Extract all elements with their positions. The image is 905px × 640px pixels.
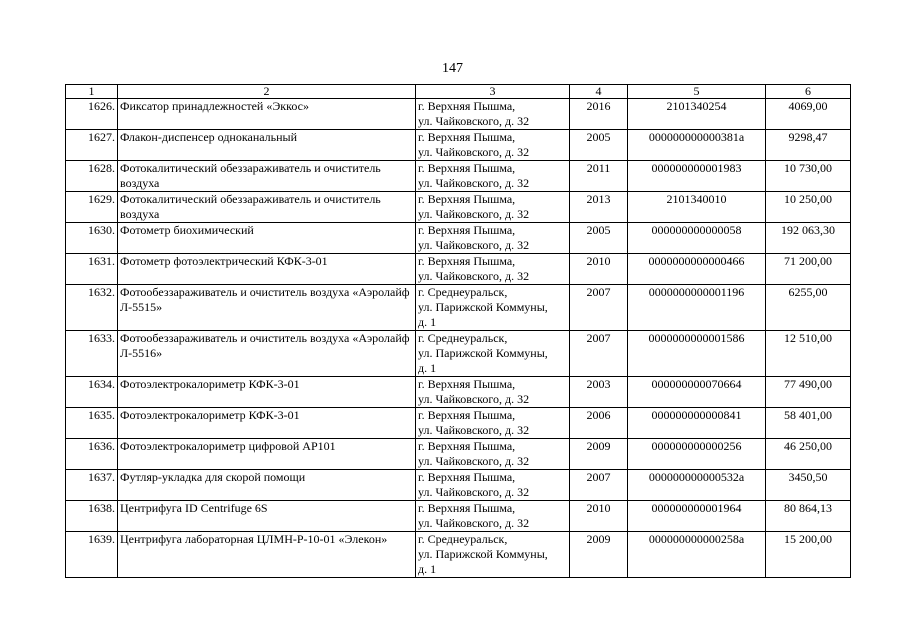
year-cell: 2007 [570, 285, 628, 331]
row-number-cell: 1628. [66, 161, 118, 192]
cost-cell: 77 490,00 [766, 377, 851, 408]
inventory-number-cell: 000000000000058 [628, 223, 766, 254]
address-cell [416, 254, 570, 285]
row-number-cell: 1636. [66, 439, 118, 470]
address-line: г. Среднеуральск, [418, 532, 508, 546]
table-row [66, 161, 851, 192]
address-cell [416, 439, 570, 470]
address-line: г. Верхняя Пышма, [418, 439, 516, 453]
year-cell: 2011 [570, 161, 628, 192]
header-col-3: 3 [416, 85, 570, 99]
item-name-cell: Фотокалитический обеззараживатель и очиститель воздуха [118, 161, 416, 192]
table-row [66, 99, 851, 130]
year-cell: 2010 [570, 501, 628, 532]
inventory-number-cell: 000000000000256 [628, 439, 766, 470]
item-name-cell: Фотометр биохимический [118, 223, 416, 254]
inventory-number-cell: 000000000000258а [628, 532, 766, 578]
cost-cell: 9298,47 [766, 130, 851, 161]
address-line: ул. Чайковского, д. 32 [418, 176, 530, 190]
address-cell [416, 331, 570, 377]
cost-cell: 192 063,30 [766, 223, 851, 254]
table-row [66, 377, 851, 408]
row-number-cell: 1635. [66, 408, 118, 439]
page-number: 147 [442, 61, 463, 76]
cost-cell: 6255,00 [766, 285, 851, 331]
year-cell: 2010 [570, 254, 628, 285]
cost-cell: 80 864,13 [766, 501, 851, 532]
address-line: г. Верхняя Пышма, [418, 408, 516, 422]
year-cell: 2006 [570, 408, 628, 439]
table-row [66, 192, 851, 223]
item-name-cell: Фотоэлектрокалориметр КФК-3-01 [118, 377, 416, 408]
address-cell [416, 223, 570, 254]
address-line: г. Верхняя Пышма, [418, 130, 516, 144]
item-name-cell: Фотоэлектрокалориметр КФК-3-01 [118, 408, 416, 439]
row-number-cell: 1633. [66, 331, 118, 377]
address-cell [416, 470, 570, 501]
address-line: г. Верхняя Пышма, [418, 223, 516, 237]
address-cell [416, 501, 570, 532]
year-cell: 2007 [570, 331, 628, 377]
address-line: ул. Чайковского, д. 32 [418, 423, 530, 437]
registry-table [65, 84, 851, 578]
address-line: г. Верхняя Пышма, [418, 99, 516, 113]
item-name-cell: Фотообеззараживатель и очиститель воздуха «Аэролайф Л-5516» [118, 331, 416, 377]
address-line: ул. Чайковского, д. 32 [418, 207, 530, 221]
header-col-4: 4 [570, 85, 628, 99]
address-line: ул. Чайковского, д. 32 [418, 145, 530, 159]
address-line: ул. Чайковского, д. 32 [418, 269, 530, 283]
cost-cell: 4069,00 [766, 99, 851, 130]
address-line: д. 1 [418, 562, 437, 576]
address-line: ул. Чайковского, д. 32 [418, 392, 530, 406]
table-row [66, 501, 851, 532]
table-row [66, 254, 851, 285]
row-number-cell: 1638. [66, 501, 118, 532]
header-col-2: 2 [118, 85, 416, 99]
address-cell [416, 161, 570, 192]
address-line: ул. Парижской Коммуны, [418, 300, 548, 314]
address-cell [416, 130, 570, 161]
row-number-cell: 1632. [66, 285, 118, 331]
inventory-number-cell: 000000000000532а [628, 470, 766, 501]
row-number-cell: 1626. [66, 99, 118, 130]
year-cell: 2016 [570, 99, 628, 130]
address-line: г. Верхняя Пышма, [418, 501, 516, 515]
cost-cell: 71 200,00 [766, 254, 851, 285]
table-row [66, 439, 851, 470]
table-row [66, 285, 851, 331]
address-line: ул. Чайковского, д. 32 [418, 454, 530, 468]
address-cell [416, 408, 570, 439]
address-line: ул. Парижской Коммуны, [418, 547, 548, 561]
header-col-1: 1 [66, 85, 118, 99]
inventory-number-cell: 0000000000001196 [628, 285, 766, 331]
cost-cell: 3450,50 [766, 470, 851, 501]
row-number-cell: 1631. [66, 254, 118, 285]
table-row [66, 223, 851, 254]
row-number-cell: 1630. [66, 223, 118, 254]
inventory-number-cell: 000000000001983 [628, 161, 766, 192]
item-name-cell: Фотоэлектрокалориметр цифровой АР101 [118, 439, 416, 470]
address-cell [416, 192, 570, 223]
year-cell: 2005 [570, 130, 628, 161]
table-body [66, 99, 851, 578]
item-name-cell: Футляр-укладка для скорой помощи [118, 470, 416, 501]
year-cell: 2009 [570, 532, 628, 578]
table-row [66, 408, 851, 439]
address-line: г. Верхняя Пышма, [418, 470, 516, 484]
header-col-6: 6 [766, 85, 851, 99]
address-line: д. 1 [418, 315, 437, 329]
cost-cell: 10 730,00 [766, 161, 851, 192]
item-name-cell: Фиксатор принадлежностей «Эккос» [118, 99, 416, 130]
cost-cell: 15 200,00 [766, 532, 851, 578]
table-row [66, 470, 851, 501]
address-line: г. Верхняя Пышма, [418, 192, 516, 206]
address-cell [416, 532, 570, 578]
address-line: г. Верхняя Пышма, [418, 377, 516, 391]
cost-cell: 10 250,00 [766, 192, 851, 223]
cost-cell: 46 250,00 [766, 439, 851, 470]
inventory-number-cell: 2101340010 [628, 192, 766, 223]
inventory-number-cell: 000000000000841 [628, 408, 766, 439]
inventory-number-cell: 000000000070664 [628, 377, 766, 408]
address-cell [416, 99, 570, 130]
header-row [66, 85, 851, 99]
inventory-number-cell: 000000000000381а [628, 130, 766, 161]
cost-cell: 12 510,00 [766, 331, 851, 377]
item-name-cell: Флакон-диспенсер одноканальный [118, 130, 416, 161]
address-line: ул. Чайковского, д. 32 [418, 516, 530, 530]
row-number-cell: 1634. [66, 377, 118, 408]
address-line: ул. Чайковского, д. 32 [418, 114, 530, 128]
header-col-5: 5 [628, 85, 766, 99]
address-cell [416, 285, 570, 331]
item-name-cell: Фотометр фотоэлектрический КФК-3-01 [118, 254, 416, 285]
address-line: ул. Чайковского, д. 32 [418, 238, 530, 252]
address-cell [416, 377, 570, 408]
item-name-cell: Центрифуга лабораторная ЦЛМН-Р-10-01 «Элекон» [118, 532, 416, 578]
inventory-number-cell: 0000000000000466 [628, 254, 766, 285]
address-line: д. 1 [418, 361, 437, 375]
table-row [66, 130, 851, 161]
inventory-number-cell: 0000000000001586 [628, 331, 766, 377]
inventory-number-cell: 2101340254 [628, 99, 766, 130]
row-number-cell: 1627. [66, 130, 118, 161]
year-cell: 2005 [570, 223, 628, 254]
cost-cell: 58 401,00 [766, 408, 851, 439]
year-cell: 2013 [570, 192, 628, 223]
year-cell: 2003 [570, 377, 628, 408]
inventory-number-cell: 000000000001964 [628, 501, 766, 532]
row-number-cell: 1637. [66, 470, 118, 501]
year-cell: 2009 [570, 439, 628, 470]
address-line: г. Верхняя Пышма, [418, 254, 516, 268]
item-name-cell: Центрифуга ID Centrifuge 6S [118, 501, 416, 532]
year-cell: 2007 [570, 470, 628, 501]
address-line: г. Среднеуральск, [418, 331, 508, 345]
item-name-cell: Фотообеззараживатель и очиститель воздуха «Аэролайф Л-5515» [118, 285, 416, 331]
address-line: ул. Чайковского, д. 32 [418, 485, 530, 499]
address-line: ул. Парижской Коммуны, [418, 346, 548, 360]
address-line: г. Среднеуральск, [418, 285, 508, 299]
row-number-cell: 1629. [66, 192, 118, 223]
address-line: г. Верхняя Пышма, [418, 161, 516, 175]
table-row [66, 532, 851, 578]
row-number-cell: 1639. [66, 532, 118, 578]
item-name-cell: Фотокалитический обеззараживатель и очиститель воздуха [118, 192, 416, 223]
table-row [66, 331, 851, 377]
